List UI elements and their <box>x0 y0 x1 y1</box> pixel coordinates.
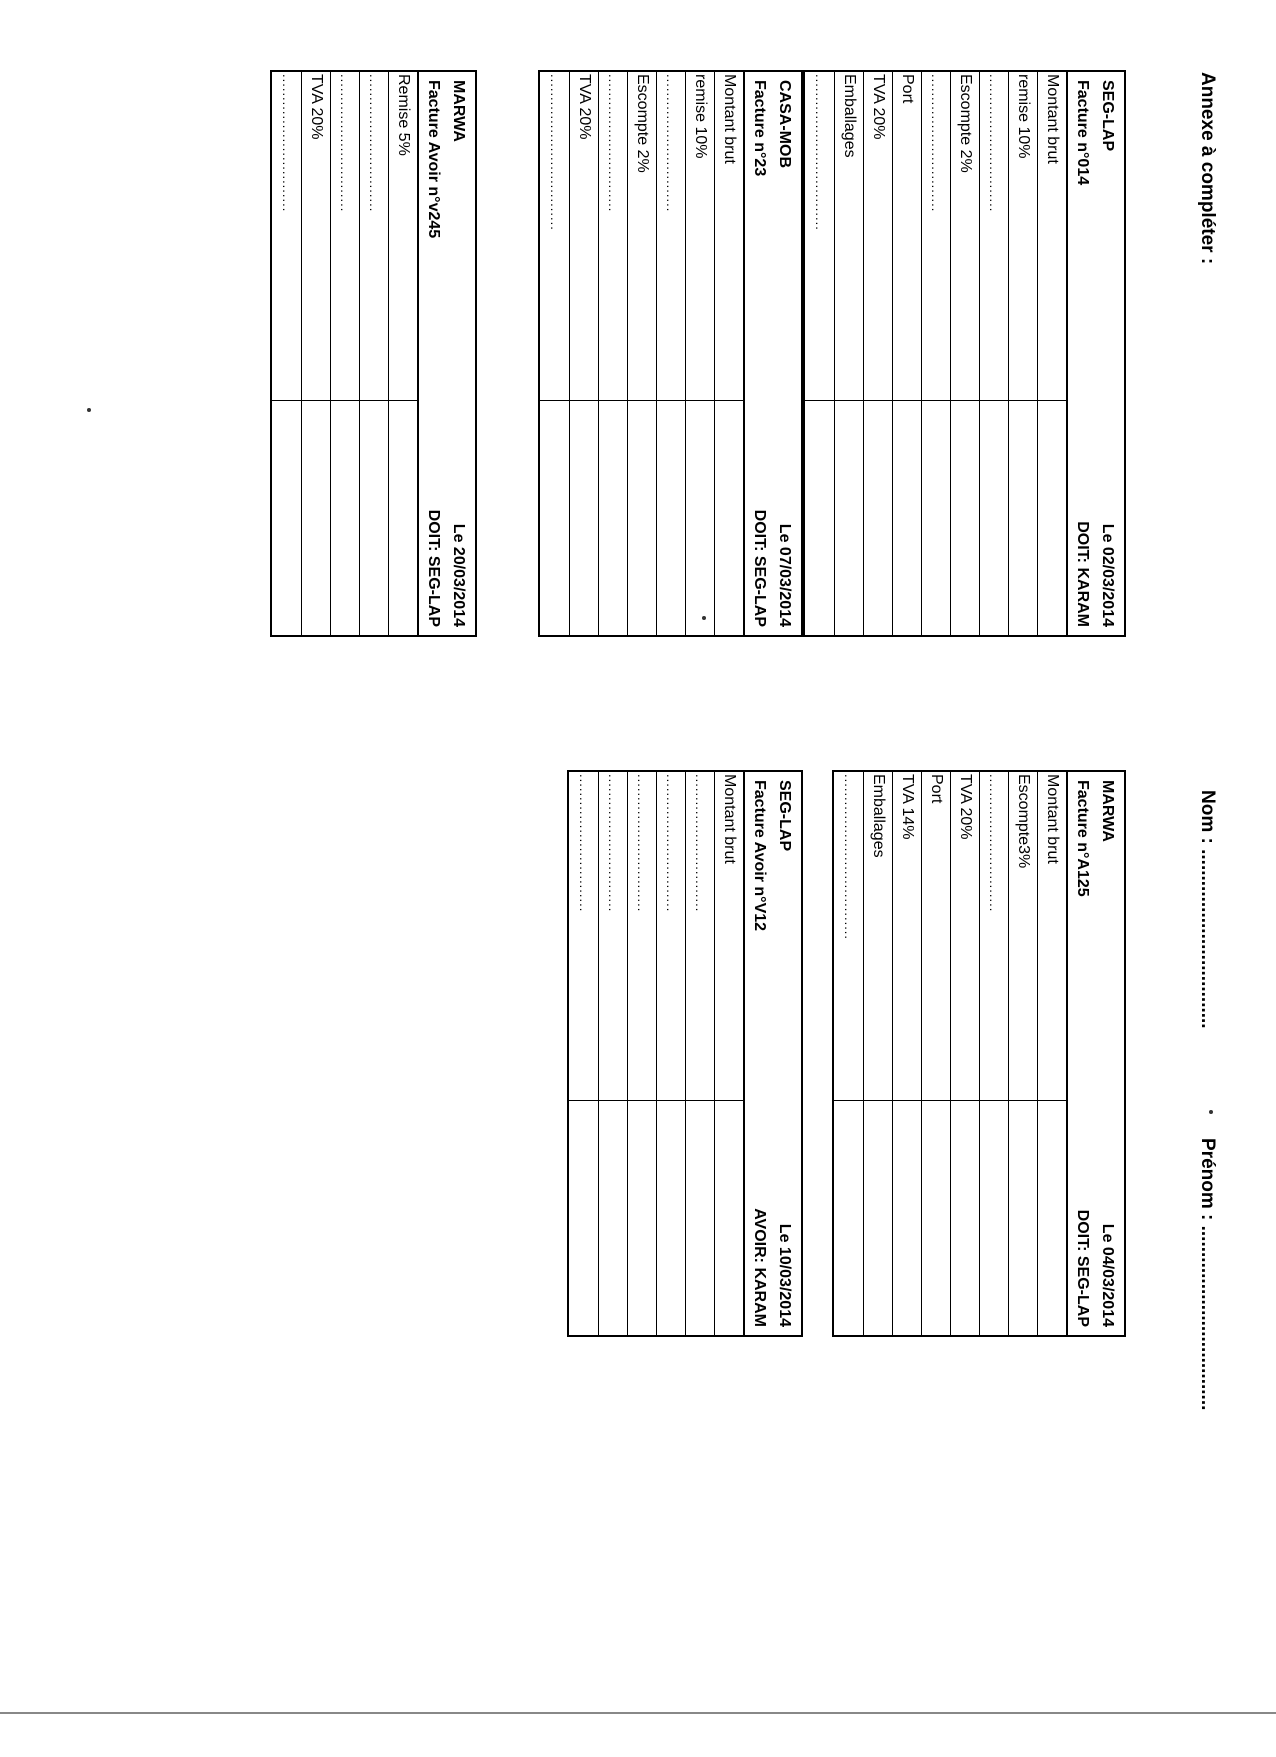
invoice-row <box>921 772 950 1335</box>
page-title: Annexe à compléter : <box>1197 72 1218 265</box>
row-amount-cell[interactable] <box>834 1101 863 1335</box>
row-amount-cell[interactable] <box>1038 401 1066 635</box>
row-label: .................................. <box>805 72 834 401</box>
invoice-party: DOIT: SEG-LAP <box>751 509 768 627</box>
invoice-header <box>417 72 475 635</box>
invoice-casamob-23 <box>538 70 803 637</box>
row-label: Escompte 2% <box>628 72 656 401</box>
row-amount-cell[interactable] <box>389 401 417 635</box>
row-amount-cell[interactable] <box>657 401 685 635</box>
row-label: remise 10% <box>1009 72 1037 401</box>
invoice-number: Facture Avoir n°V12 <box>751 780 768 932</box>
invoice-marwa-a125 <box>832 770 1126 1337</box>
invoice-header <box>1066 772 1124 1335</box>
row-amount-cell[interactable] <box>657 1101 685 1335</box>
invoice-row <box>950 72 979 635</box>
scan-speck <box>87 408 91 412</box>
row-label: .............................. <box>980 772 1008 1101</box>
scan-edge-line <box>0 1712 1276 1714</box>
row-amount-cell[interactable] <box>805 401 834 635</box>
row-label: .............................. <box>980 72 1008 401</box>
row-amount-cell[interactable] <box>864 401 892 635</box>
row-amount-cell[interactable] <box>628 1101 656 1335</box>
invoice-number: Facture n°23 <box>751 80 768 177</box>
invoice-party: AVOIR: KARAM <box>751 1208 768 1327</box>
invoice-row <box>921 72 950 635</box>
row-amount-cell[interactable] <box>599 1101 627 1335</box>
invoice-row <box>979 72 1008 635</box>
invoice-row <box>569 772 598 1335</box>
row-label: TVA 20% <box>302 72 330 401</box>
row-label: .............................. <box>599 772 627 1101</box>
row-amount-cell[interactable] <box>360 401 388 635</box>
row-amount-cell[interactable] <box>1009 1101 1037 1335</box>
invoice-row <box>685 772 714 1335</box>
invoice-row <box>979 772 1008 1335</box>
row-label: .............................. <box>628 772 656 1101</box>
row-amount-cell[interactable] <box>599 401 627 635</box>
row-amount-cell[interactable] <box>980 1101 1008 1335</box>
invoice-company: MARWA <box>1099 780 1116 842</box>
row-amount-cell[interactable] <box>893 401 921 635</box>
row-label: Montant brut <box>715 772 743 1101</box>
invoice-row <box>1037 772 1066 1335</box>
invoice-row <box>714 772 743 1335</box>
invoice-row <box>863 72 892 635</box>
row-label: .................................... <box>834 772 863 1101</box>
invoice-company: MARWA <box>450 80 467 142</box>
row-amount-cell[interactable] <box>540 401 569 635</box>
row-amount-cell[interactable] <box>1038 1101 1066 1335</box>
row-amount-cell[interactable] <box>272 401 301 635</box>
row-label: .............................. <box>657 72 685 401</box>
row-label: .............................. <box>922 72 950 401</box>
row-label: Escompte 2% <box>951 72 979 401</box>
invoice-row <box>714 72 743 635</box>
invoice-company: SEG-LAP <box>1099 80 1116 152</box>
row-amount-cell[interactable] <box>1009 401 1037 635</box>
invoice-row <box>301 72 330 635</box>
invoice-row <box>540 72 569 635</box>
invoice-row <box>330 72 359 635</box>
row-label: Montant brut <box>715 72 743 401</box>
row-amount-cell[interactable] <box>864 1101 892 1335</box>
invoice-row <box>1008 72 1037 635</box>
row-label: TVA 20% <box>864 72 892 401</box>
invoice-row <box>863 772 892 1335</box>
invoice-row <box>272 72 301 635</box>
invoice-date: Le 20/03/2014 <box>450 523 467 627</box>
prenom-field-label: Prénom : ................................... <box>1197 1138 1218 1411</box>
row-label: Montant brut <box>1038 72 1066 401</box>
row-label: Port <box>893 72 921 401</box>
invoice-row <box>892 772 921 1335</box>
row-label: Remise 5% <box>389 72 417 401</box>
row-amount-cell[interactable] <box>715 1101 743 1335</box>
invoice-row <box>598 72 627 635</box>
invoice-row <box>569 72 598 635</box>
row-label: Escompte3% <box>1009 772 1037 1101</box>
invoice-row <box>656 772 685 1335</box>
row-amount-cell[interactable] <box>686 401 714 635</box>
row-label: Montant brut <box>1038 772 1066 1101</box>
row-label: .............................. <box>272 72 301 401</box>
row-label: Emballages <box>835 72 863 401</box>
row-label: .............................. <box>657 772 685 1101</box>
row-label: .............................. <box>599 72 627 401</box>
invoice-segla-014 <box>803 70 1126 637</box>
row-label: .............................. <box>569 772 598 1101</box>
row-amount-cell[interactable] <box>922 401 950 635</box>
row-label: .............................. <box>686 772 714 1101</box>
invoice-header <box>743 772 801 1335</box>
invoice-header <box>1066 72 1124 635</box>
row-amount-cell[interactable] <box>302 401 330 635</box>
scan-speck <box>1209 1110 1213 1114</box>
row-amount-cell[interactable] <box>893 1101 921 1335</box>
invoice-row <box>627 72 656 635</box>
row-amount-cell[interactable] <box>686 1101 714 1335</box>
row-label: .............................. <box>331 72 359 401</box>
invoice-row <box>627 772 656 1335</box>
row-label: TVA 20% <box>570 72 598 401</box>
scan-speck <box>702 616 706 620</box>
nom-field-label: Nom : .................................. <box>1197 790 1218 1029</box>
invoice-party: DOIT: SEG-LAP <box>1074 1209 1091 1327</box>
row-label: .............................. <box>360 72 388 401</box>
invoice-row <box>834 72 863 635</box>
invoice-row <box>1037 72 1066 635</box>
invoice-party: DOIT: SEG-LAP <box>425 509 442 627</box>
invoice-number: Facture n°014 <box>1074 80 1091 186</box>
row-amount-cell[interactable] <box>331 401 359 635</box>
row-label: Port <box>922 772 950 1101</box>
invoice-company: CASA-MOB <box>776 80 793 168</box>
row-amount-cell[interactable] <box>980 401 1008 635</box>
row-amount-cell[interactable] <box>835 401 863 635</box>
invoice-row <box>598 772 627 1335</box>
row-label: TVA 20% <box>951 772 979 1101</box>
row-label: remise 10% <box>686 72 714 401</box>
invoice-date: Le 04/03/2014 <box>1099 1223 1116 1327</box>
invoice-number: Facture Avoir n°v245 <box>425 80 442 239</box>
invoice-header <box>743 72 801 635</box>
row-label: TVA 14% <box>893 772 921 1101</box>
row-amount-cell[interactable] <box>951 401 979 635</box>
invoice-company: SEG-LAP <box>776 780 793 852</box>
row-label: .................................. <box>540 72 569 401</box>
row-amount-cell[interactable] <box>922 1101 950 1335</box>
row-label: Emballages <box>864 772 892 1101</box>
row-amount-cell[interactable] <box>628 401 656 635</box>
row-amount-cell[interactable] <box>569 1101 598 1335</box>
row-amount-cell[interactable] <box>570 401 598 635</box>
invoice-date: Le 07/03/2014 <box>776 523 793 627</box>
invoice-row <box>388 72 417 635</box>
invoice-date: Le 10/03/2014 <box>776 1223 793 1327</box>
invoice-date: Le 02/03/2014 <box>1099 523 1116 627</box>
invoice-row <box>950 772 979 1335</box>
invoice-row <box>359 72 388 635</box>
invoice-party: DOIT: KARAM <box>1074 521 1091 627</box>
invoice-row <box>805 72 834 635</box>
invoice-row <box>656 72 685 635</box>
invoice-number: Facture n°A125 <box>1074 780 1091 897</box>
row-amount-cell[interactable] <box>715 401 743 635</box>
invoice-avoir-v12 <box>567 770 803 1337</box>
invoice-row <box>1008 772 1037 1335</box>
row-amount-cell[interactable] <box>951 1101 979 1335</box>
invoice-row <box>892 72 921 635</box>
invoice-avoir-v245 <box>270 70 477 637</box>
invoice-row <box>834 772 863 1335</box>
invoice-row <box>685 72 714 635</box>
